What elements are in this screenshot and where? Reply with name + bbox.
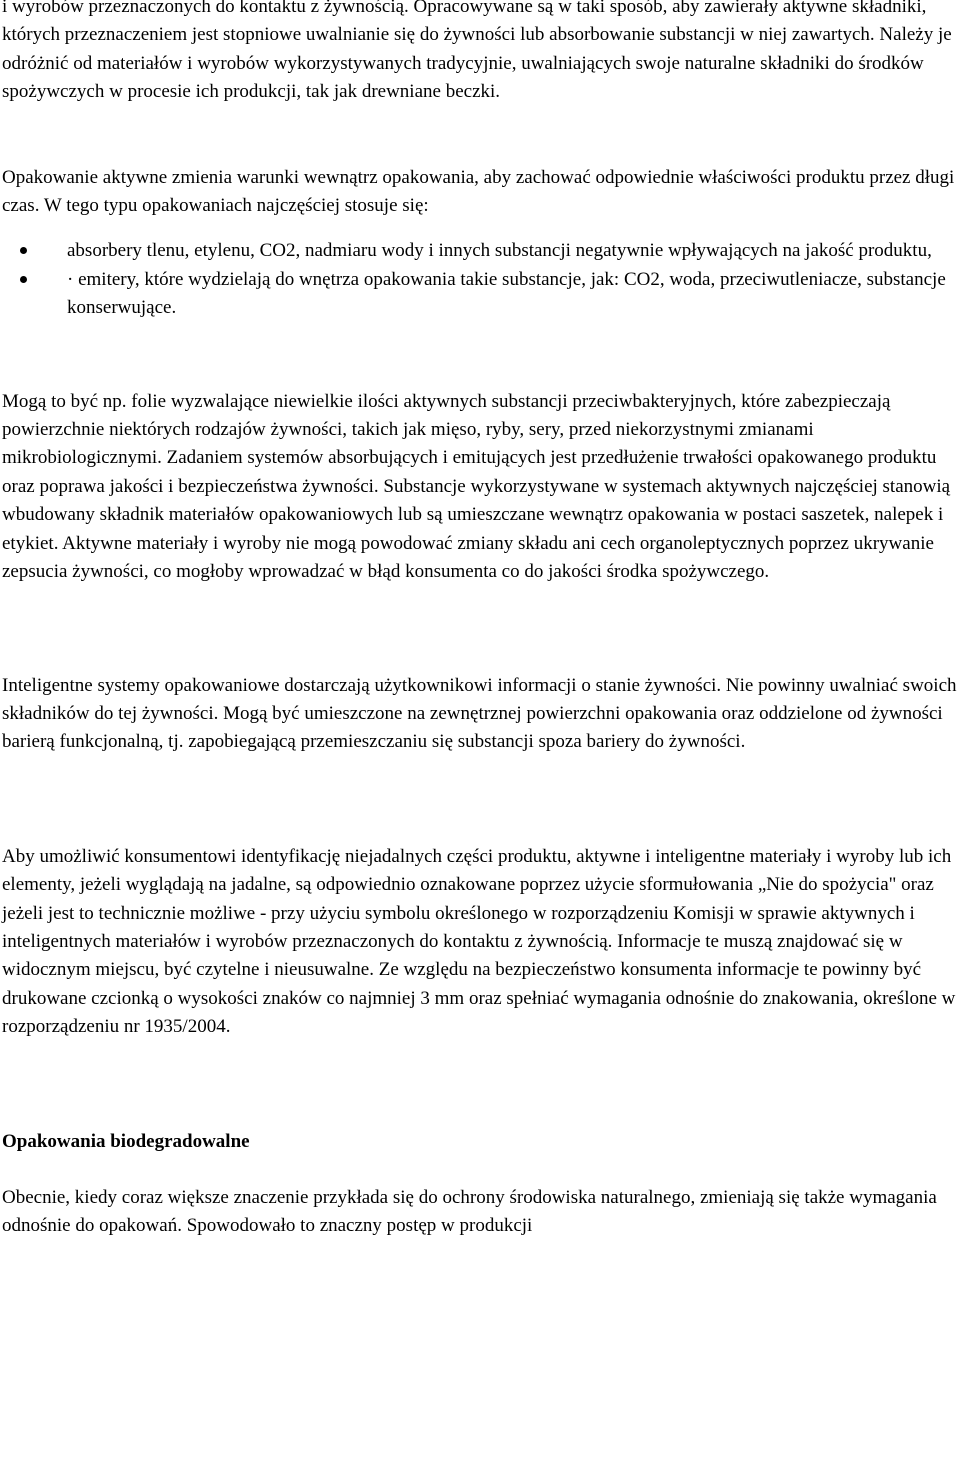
section-heading: Opakowania biodegradowalne	[2, 1130, 250, 1152]
paragraph-labeling: Aby umożliwić konsumentowi identyfikację niejadalnych części produktu, aktywne i inteligentne materiały i wyroby lub ich elementy, jeżeli wyglądają na jadalne, są odpowiednio oznakowane poprzez użycie sformułowania „Nie do spożycia" oraz jeżeli jest to technicznie możliwe - przy użyciu symbolu określonego w rozporządzeniu Komisji w sprawie aktywnych i inteligentnych materiałów i wyrobów przeznaczonych do kontaktu z żywnością. Informacje te muszą znajdować się w widocznym miejscu, być czytelne i nieusuwalne. Ze względu na bezpieczeństwo konsumenta informacje te powinny być drukowane czcionką o wysokości znaków co najmniej 3 mm oraz spełniać wymagania odnośnie do znakowania, określone w rozporządzeniu nr 1935/2004.	[2, 845, 956, 1038]
paragraph-biodegradable: Obecnie, kiedy coraz większe znaczenie przykłada się do ochrony środowiska naturalnego, zmieniają się także wymagania odnośnie do opakowań. Spowodowało to znaczny postęp w produkcji	[2, 1186, 937, 1237]
document-page	[2, 0, 958, 1241]
paragraph-examples: Mogą to być np. folie wyzwalające niewielkie ilości aktywnych substancji przeciwbakteryjnych, które zabezpieczają powierzchnie niektórych rodzajów żywności, takich jak mięso, ryby, sery, przed niekorzystnymi zmianami mikrobiologicznymi. Zadaniem systemów absorbujących i emitujących jest przedłużenie trwałości opakowanego produktu oraz poprawa jakości i bezpieczeństwa żywności. Substancje wykorzystywane w systemach aktywnych najczęściej stanowią wbudowany składnik materiałów opakowaniowych lub są umieszczane wewnątrz opakowania w postaci saszetek, nalepek i etykiet. Aktywne materiały i wyroby nie mogą powodować zmiany składu ani cech organoleptycznych poprzez ukrywanie zepsucia żywności, co mogłoby wprowadzać w błąd konsumenta co do jakości środka spożywczego.	[2, 390, 951, 583]
bullet-item-absorbers: absorbery tlenu, etylenu, CO2, nadmiaru wody i innych substancji negatywnie wpływających na jakość produktu,	[2, 237, 958, 265]
bullet-list	[2, 237, 958, 322]
paragraph-active-materials: i wyrobów przeznaczonych do kontaktu z żywnością. Opracowywane są w taki sposób, aby zawierały aktywne składniki, których przeznaczeniem jest stopniowe uwalnianie się do żywności lub absorbowanie substancji w niej zawartych. Należy je odróżnić od materiałów i wyrobów wykorzystywanych tradycyjnie, uwalniających swoje naturalne składniki do środków spożywczych w procesie ich produkcji, tak jak drewniane beczki.	[2, 0, 952, 103]
paragraph-active-packaging: Opakowanie aktywne zmienia warunki wewnątrz opakowania, aby zachować odpowiednie właściwości produktu przez długi czas. W tego typu opakowaniach najczęściej stosuje się:	[2, 166, 955, 217]
paragraph-intelligent-systems: Inteligentne systemy opakowaniowe dostarczają użytkownikowi informacji o stanie żywności. Nie powinny uwalniać swoich składników do tej żywności. Mogą być umieszczone na zewnętrznej powierzchni opakowania oraz oddzielone od żywności barierą funkcjonalną, tj. zapobiegającą przemieszczaniu się substancji spoza bariery do żywności.	[2, 674, 957, 753]
bullet-item-emitters: · emitery, które wydzielają do wnętrza opakowania takie substancje, jak: CO2, woda, przeciwutleniacze, substancje konserwujące.	[2, 266, 958, 323]
